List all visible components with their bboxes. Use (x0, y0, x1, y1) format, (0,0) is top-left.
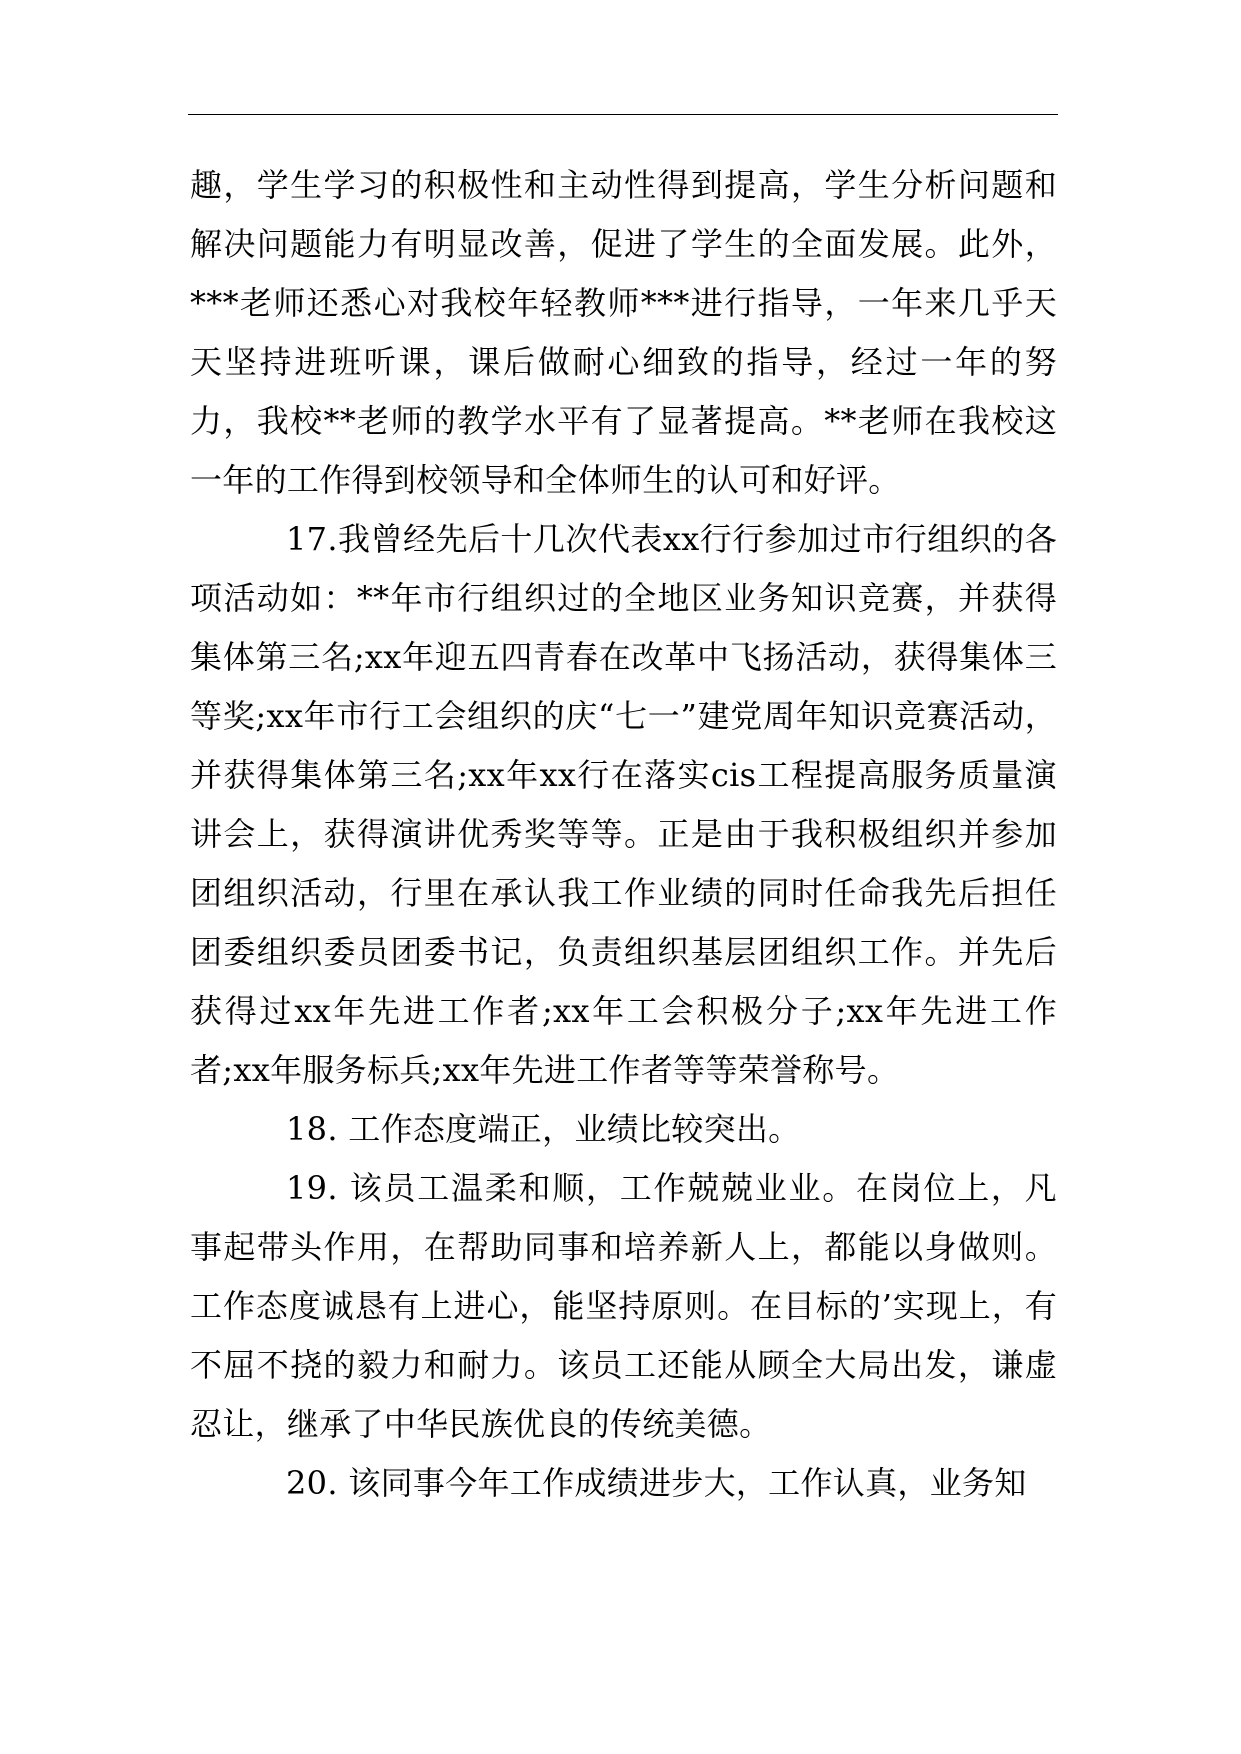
paragraph-item-20: 20. 该同事今年工作成绩进步大，工作认真，业务知 (286, 1464, 1027, 1502)
document-body (190, 156, 1057, 1513)
paragraph-item-17: 17.我曾经先后十几次代表xx行行参加过市行组织的各项活动如：**年市行组织过的全地区业务知识竞赛，并获得集体第三名;xx年迎五四青春在改革中飞扬活动，获得集体三等奖;xx年市行工会组织的庆“七一”建党周年知识竞赛活动，并获得集体第三名;xx年xx行在落实cis工程提高服务质量演讲会上，获得演讲优秀奖等等。正是由于我积极组织并参加团组织活动，行里在承认我工作业绩的同时任命我先后担任团委组织委员团委书记，负责组织基层团组织工作。并先后获得过xx年先进工作者;xx年工会积极分子;xx年先进工作者;xx年服务标兵;xx年先进工作者等等荣誉称号。 (190, 520, 1057, 1089)
paragraph-item-18: 18. 工作态度端正，业绩比较突出。 (286, 1110, 801, 1148)
paragraph-item-19: 19. 该员工温柔和顺，工作兢兢业业。在岗位上，凡事起带头作用，在帮助同事和培养新人上，都能以身做则。工作态度诚恳有上进心，能坚持原则。在目标的’实现上，有不屈不挠的毅力和耐力。该员工还能从顾全大局出发，谦虚忍让，继承了中华民族优良的传统美德。 (190, 1169, 1057, 1443)
header-rule (188, 114, 1058, 115)
paragraph-continuation: 趣，学生学习的积极性和主动性得到提高，学生分析问题和解决问题能力有明显改善，促进了学生的全面发展。此外，***老师还悉心对我校年轻教师***进行指导，一年来几乎天天坚持进班听课，课后做耐心细致的指导，经过一年的努力，我校**老师的教学水平有了显著提高。**老师在我校这一年的工作得到校领导和全体师生的认可和好评。 (190, 166, 1057, 499)
